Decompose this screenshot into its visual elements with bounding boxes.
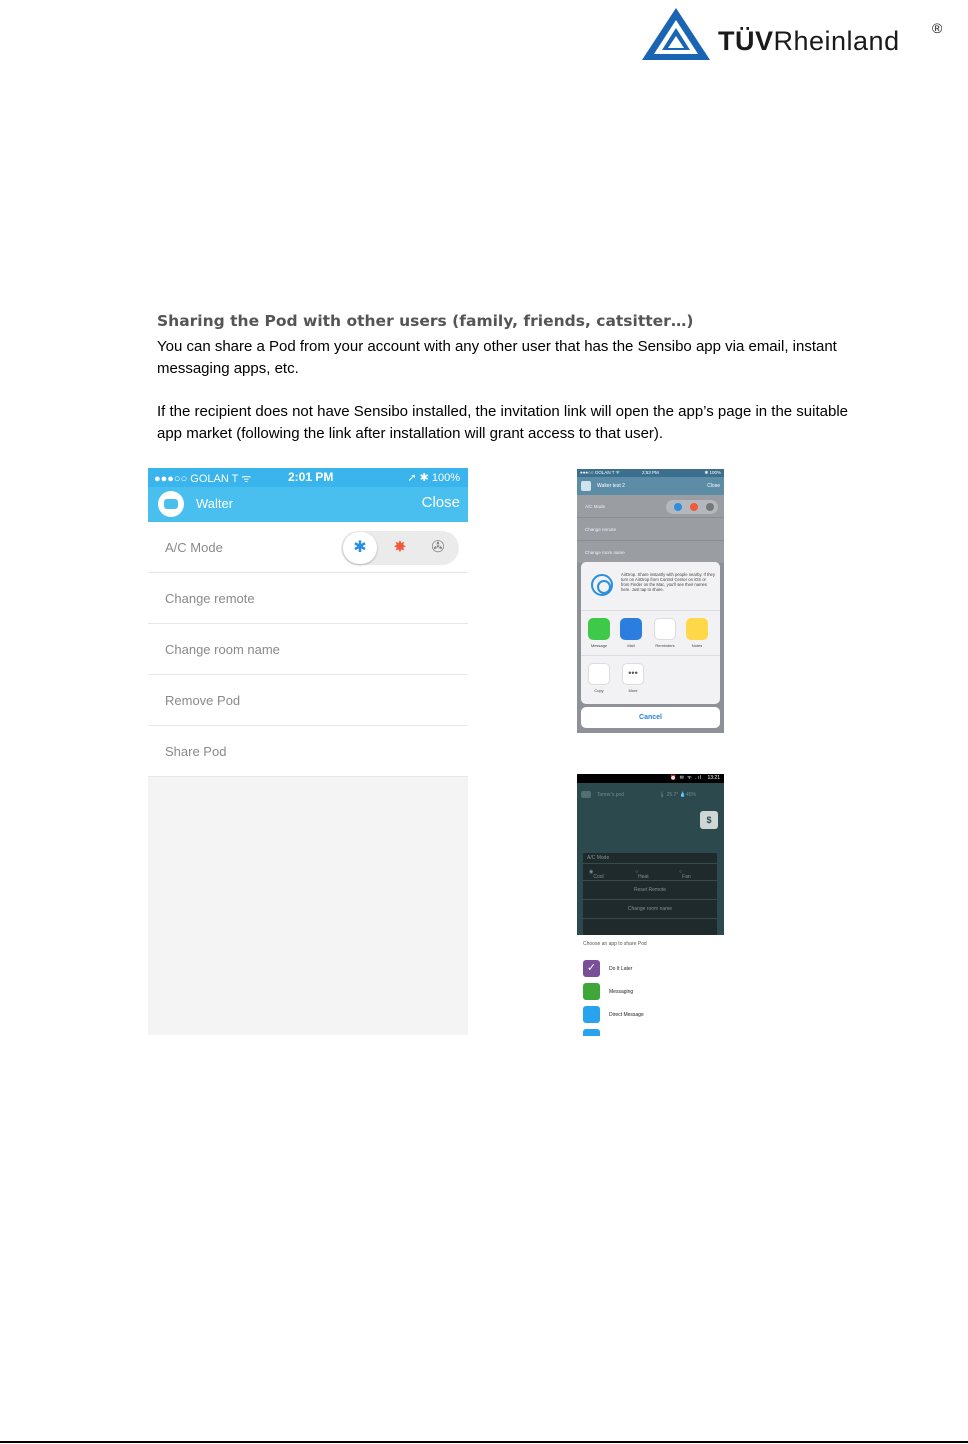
list-item-ac-mode: [577, 495, 724, 518]
dollar-icon[interactable]: $: [700, 811, 718, 829]
fan-icon[interactable]: [706, 503, 714, 511]
sun-icon[interactable]: [690, 503, 698, 511]
share-app-notes[interactable]: [685, 618, 709, 648]
share-apps-row: [581, 612, 720, 656]
list-item-label: A/C Mode: [585, 504, 606, 509]
sun-icon[interactable]: ✸: [393, 539, 407, 556]
radio-label: Cool: [593, 874, 604, 880]
battery-indicator: ➚ ✱ 100%: [407, 472, 460, 484]
share-actions-row: [581, 657, 720, 703]
pod-name: Walter: [196, 496, 234, 511]
share-app-direct-message[interactable]: [583, 1006, 723, 1024]
app-label: Message: [590, 643, 608, 648]
snowflake-icon[interactable]: ✱: [353, 539, 367, 556]
action-label: More: [628, 688, 638, 693]
share-app-mail[interactable]: [619, 618, 643, 648]
share-app-do-it-later[interactable]: [583, 960, 723, 978]
share-app-message[interactable]: [587, 618, 611, 648]
fan-icon[interactable]: ✇: [431, 539, 445, 556]
chooser-title: Choose an app to share Pod: [583, 941, 647, 947]
airdrop-description: AirDrop. Share instantly with people nearby. If they turn on AirDrop from Control Center on iOS or from Finder on the Mac, you'll see their names here. Just tap to share.: [621, 572, 715, 592]
close-button[interactable]: Close: [421, 494, 460, 511]
app-label: Messaging: [609, 989, 634, 995]
list-item-change-room-name[interactable]: [148, 624, 468, 675]
list-item-change-room-name[interactable]: [577, 541, 724, 564]
airdrop-section[interactable]: [581, 562, 720, 611]
snowflake-icon[interactable]: [674, 503, 682, 511]
radio-fan[interactable]: ○ Fan: [679, 869, 691, 880]
logo-wordmark: TÜVRheinland: [718, 26, 900, 56]
app-label: Mail: [627, 643, 635, 648]
list-item-label: Change room name: [585, 550, 625, 555]
app-bar: [577, 783, 724, 807]
radio-label: Fan: [682, 874, 691, 880]
pod-avatar-icon: [581, 791, 591, 798]
list-item-label: Change remote: [165, 591, 255, 606]
phone-screenshot-android-share: [577, 774, 724, 1036]
cancel-button[interactable]: Cancel: [581, 707, 720, 728]
action-copy[interactable]: [587, 663, 611, 693]
mail-icon: [620, 618, 642, 640]
ac-mode-toggle[interactable]: [341, 531, 459, 565]
app-background: [577, 783, 724, 935]
app-label: Do It Later: [609, 966, 633, 972]
message-icon: [588, 618, 610, 640]
share-sheet: [581, 562, 720, 704]
radio-cool[interactable]: ◉ Cool: [589, 869, 604, 880]
app-label: Notes: [691, 643, 703, 648]
share-app-partial[interactable]: [583, 1029, 723, 1036]
section-heading: Sharing the Pod with other users (family, friends, catsitter…): [157, 312, 694, 330]
action-label: Copy: [594, 688, 604, 693]
action-more[interactable]: [621, 663, 645, 693]
copy-icon: [588, 663, 610, 685]
status-bar: [577, 774, 724, 783]
reset-remote-button[interactable]: Reset Remote: [583, 881, 717, 900]
paragraph-share-intro: You can share a Pod from your account with any other user that has the Sensibo app via email, instant messaging apps, etc.: [157, 338, 837, 377]
settings-list: [148, 522, 468, 777]
status-icons: ⏰ ✉ ᯤ .ıl: [669, 775, 702, 781]
pod-avatar-icon: [581, 481, 591, 491]
status-time: 2:01 PM: [288, 470, 334, 484]
list-item-label: Share Pod: [165, 744, 227, 759]
pod-avatar-icon: [158, 491, 184, 517]
list-item-remove-pod[interactable]: [148, 675, 468, 726]
list-item-label: Change remote: [585, 527, 617, 532]
triangle-logo-icon: [640, 6, 712, 62]
phone-screenshot-ios-share: [577, 469, 724, 733]
messaging-icon: [583, 983, 600, 1000]
battery-indicator: ✱ 100%: [704, 470, 721, 475]
list-item-label: Remove Pod: [165, 693, 241, 708]
more-icon: •••: [622, 663, 644, 685]
app-label: Reminders: [655, 643, 675, 648]
list-item-change-remote[interactable]: [148, 573, 468, 624]
twitter-bird-icon: [583, 1029, 600, 1036]
status-bar: [148, 468, 468, 487]
list-item-ac-mode: [148, 522, 468, 573]
share-chooser: [577, 935, 724, 1036]
change-room-name-button[interactable]: Change room name: [583, 900, 717, 919]
list-item-label: A/C Mode: [165, 540, 223, 555]
list-item-share-pod[interactable]: [148, 726, 468, 777]
pod-name: Tomer's pod: [597, 792, 625, 798]
airdrop-icon: [591, 574, 613, 596]
app-header: [577, 477, 724, 495]
radio-heat[interactable]: ○ Heat: [635, 869, 649, 880]
mode-radio-group: [583, 864, 717, 881]
share-app-reminders[interactable]: [653, 618, 677, 648]
footer-rule: [0, 1441, 968, 1443]
carrier-label: ●●●○○ GOLAN T ᯤ: [580, 470, 620, 475]
tuv-rheinland-logo: [640, 6, 960, 64]
reminders-icon: [654, 618, 676, 640]
checkmark-icon: ✓: [583, 960, 600, 977]
registered-mark: ®: [932, 20, 943, 36]
dialog-title: A/C Mode: [583, 853, 717, 864]
notes-icon: [686, 618, 708, 640]
close-button[interactable]: Close: [707, 483, 720, 489]
temperature-readout: 🌡 25.7° 💧45%: [658, 792, 696, 798]
status-bar: [577, 469, 724, 477]
app-label: Direct Message: [609, 1012, 644, 1018]
carrier-label: ●●●○○ GOLAN T ᯤ: [154, 473, 252, 485]
ac-mode-toggle[interactable]: [666, 500, 718, 514]
phone-screenshot-pod-menu: [148, 468, 468, 1035]
list-item-change-remote[interactable]: [577, 518, 724, 541]
twitter-bird-icon: [583, 1006, 600, 1023]
status-time: 13:21: [707, 775, 720, 781]
pod-name: Walter test 2: [597, 483, 625, 489]
paragraph-recipient-note: If the recipient does not have Sensibo installed, the invitation link will open the app’s page in the suitable app market (following the link after installation will grant access to that user).: [157, 403, 849, 442]
app-header: [148, 487, 468, 522]
status-time: 2:53 PM: [642, 470, 659, 475]
share-app-messaging[interactable]: [583, 983, 723, 1001]
ac-mode-dialog: [583, 853, 717, 935]
list-item-label: Change room name: [165, 642, 280, 657]
radio-label: Heat: [638, 874, 649, 880]
